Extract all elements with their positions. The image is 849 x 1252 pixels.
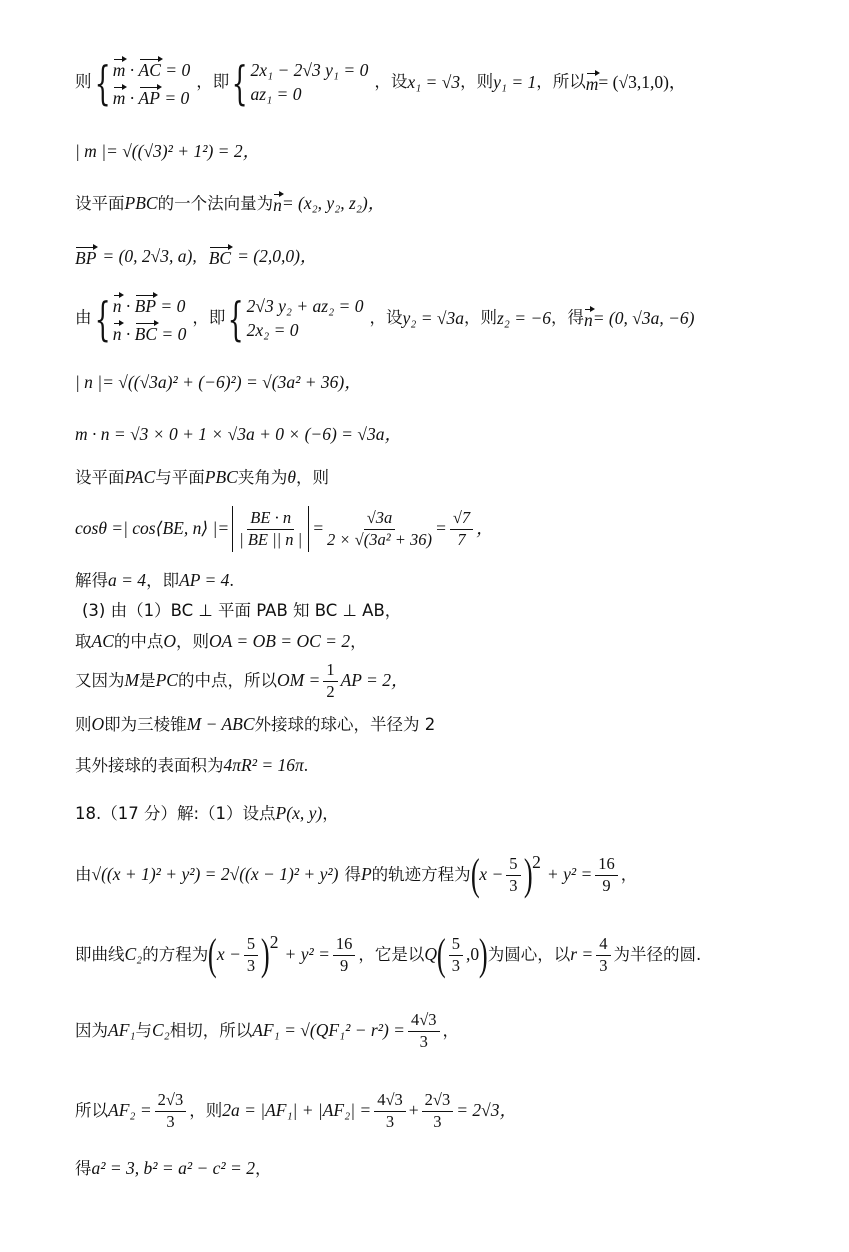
math: AP = 2， bbox=[340, 670, 409, 691]
math: M − ABC bbox=[186, 714, 255, 734]
denominator: 3 bbox=[433, 1111, 442, 1131]
abs-bar bbox=[232, 506, 233, 552]
math: AF₁ bbox=[108, 1020, 136, 1041]
numerator: 2√3 bbox=[422, 1092, 454, 1112]
vector-m: m bbox=[112, 87, 126, 108]
text: 又因为 bbox=[75, 670, 125, 690]
paren-left: ( bbox=[208, 930, 217, 979]
math: = (0, 2√3, a), bbox=[102, 246, 197, 266]
math: PAC bbox=[124, 467, 156, 487]
text: 所以 bbox=[75, 1100, 108, 1120]
denominator: 3 bbox=[385, 1111, 395, 1131]
text: 由 bbox=[75, 864, 92, 884]
equation-row: 2x₁ − 2√3 y₁ = 0 bbox=[250, 60, 369, 80]
math: y₁ = 1 bbox=[493, 71, 537, 92]
denominator: 2 × √(3a² + 36) bbox=[327, 529, 433, 549]
fraction bbox=[449, 936, 463, 974]
math: AC bbox=[91, 631, 114, 651]
left-brace: { bbox=[227, 291, 245, 346]
text: ，得 bbox=[551, 308, 584, 328]
math: P(x, y) bbox=[275, 803, 323, 823]
sphere-center bbox=[75, 716, 809, 734]
math: z₂ = −6 bbox=[496, 307, 551, 328]
dot-product: m · n = √3 × 0 + 1 × √3a + 0 × (−6) = √3a， bbox=[75, 424, 402, 444]
math: Q bbox=[424, 944, 438, 965]
math: P bbox=[360, 864, 372, 885]
fraction bbox=[595, 856, 618, 894]
numerator: 2√3 bbox=[155, 1092, 187, 1112]
math: PBC bbox=[124, 193, 158, 213]
math: x − bbox=[216, 944, 241, 965]
math: M bbox=[124, 670, 140, 691]
fraction bbox=[155, 1092, 187, 1130]
equation-row: 2√3 y₂ + az₂ = 0 bbox=[246, 296, 364, 316]
vector-ap: AP bbox=[138, 87, 160, 108]
numerator: √3a bbox=[364, 510, 396, 530]
math: + y² = bbox=[284, 944, 330, 965]
equation-system bbox=[113, 58, 190, 107]
text: 取 bbox=[75, 631, 92, 651]
text: ，即 bbox=[192, 308, 226, 328]
numerator: 16 bbox=[595, 856, 618, 876]
math: OM = bbox=[276, 670, 321, 691]
math: = (0, √3a, −6) bbox=[592, 307, 695, 328]
text: 设平面 bbox=[75, 467, 125, 487]
text: 的轨迹方程为 bbox=[371, 864, 471, 884]
numerator: 5 bbox=[244, 936, 258, 956]
midpoint-o bbox=[75, 633, 809, 651]
fraction bbox=[596, 936, 610, 974]
text: 18.（17 分）解:（1）设点 bbox=[75, 803, 276, 823]
numerator: √7 bbox=[450, 510, 473, 530]
text: ， bbox=[620, 864, 638, 884]
math: AF₂ = bbox=[108, 1100, 152, 1121]
equals: = bbox=[435, 518, 447, 539]
numerator: 5 bbox=[506, 856, 520, 876]
vector-m: m bbox=[112, 60, 126, 80]
fraction bbox=[327, 510, 432, 548]
text: ，则 bbox=[176, 631, 210, 651]
text: 得 bbox=[344, 864, 361, 884]
math: 4πR² = 16π bbox=[223, 755, 304, 775]
solve-a bbox=[75, 572, 809, 590]
math: PC bbox=[155, 670, 178, 691]
equation-row: n · BP = 0 bbox=[112, 296, 186, 316]
math: O bbox=[91, 714, 105, 734]
text: ，设 bbox=[374, 72, 408, 92]
paren-right: ) bbox=[523, 850, 533, 899]
text: 因为 bbox=[75, 1020, 108, 1040]
math: PBC bbox=[204, 467, 238, 487]
math: x − bbox=[479, 864, 504, 885]
denominator: | BE || n | bbox=[239, 529, 303, 549]
vector-bp: BP bbox=[134, 296, 157, 316]
left-brace: { bbox=[94, 291, 111, 346]
math: y₂ = √3a bbox=[402, 307, 464, 328]
equation-row: az₁ = 0 bbox=[250, 83, 302, 104]
denominator: 3 bbox=[451, 955, 460, 975]
text: ，则 bbox=[295, 467, 329, 487]
magnitude-m: | m |= √((√3)² + 1²) = 2， bbox=[75, 141, 261, 161]
punct: ， bbox=[476, 518, 494, 539]
text: ，则 bbox=[460, 72, 494, 92]
denominator: 3 bbox=[509, 875, 518, 895]
equals: = bbox=[312, 518, 325, 539]
math: 2a = |AF₁| + |AF₂| = bbox=[222, 1100, 372, 1121]
text: 其外接球的表面积为 bbox=[75, 755, 224, 775]
denominator: 3 bbox=[599, 955, 608, 975]
vector-n: n bbox=[112, 323, 122, 344]
equation-row: 2x₂ = 0 bbox=[246, 319, 299, 340]
abs-bar bbox=[308, 506, 309, 552]
magnitude-n: | n |= √((√3a)² + (−6)²) = √(3a² + 36)， bbox=[75, 372, 362, 392]
text: 的中点 bbox=[113, 631, 164, 651]
text: ，即 bbox=[196, 72, 230, 92]
a2-b2 bbox=[75, 1160, 809, 1178]
fraction bbox=[408, 1012, 440, 1050]
text: ，则 bbox=[463, 308, 497, 328]
equation-row: m · AP = 0 bbox=[112, 87, 190, 108]
om-length bbox=[75, 660, 809, 702]
fraction bbox=[239, 510, 302, 548]
problem-18-header bbox=[75, 805, 809, 823]
text: 设平面 bbox=[75, 193, 125, 213]
equation-system bbox=[251, 62, 369, 103]
math: O bbox=[163, 631, 177, 651]
paren-right: ) bbox=[479, 930, 488, 979]
vector-ac: AC bbox=[138, 60, 161, 80]
text: 即曲线 bbox=[75, 944, 125, 964]
text: 则 bbox=[75, 72, 92, 92]
math: x₁ = √3 bbox=[407, 71, 461, 92]
denominator: 3 bbox=[166, 1111, 175, 1131]
vectors-bp-bc bbox=[75, 246, 809, 268]
denominator: 9 bbox=[602, 875, 611, 895]
vector-m: m bbox=[585, 73, 599, 94]
text: 即为三棱锥 bbox=[104, 714, 187, 734]
vector-n: n bbox=[273, 195, 282, 215]
numerator: 4 bbox=[596, 936, 610, 956]
text: ，所以 bbox=[536, 72, 586, 92]
fraction bbox=[506, 856, 520, 894]
numerator: 5 bbox=[449, 936, 463, 956]
equation-system bbox=[247, 298, 364, 339]
af2-and-2a bbox=[75, 1088, 809, 1134]
math: ,0 bbox=[465, 944, 480, 965]
math: θ bbox=[287, 467, 296, 487]
text: 与 bbox=[135, 1020, 152, 1040]
text: 为半径的圆. bbox=[613, 944, 702, 964]
text: ， bbox=[442, 1020, 460, 1040]
text: 与平面 bbox=[155, 467, 205, 487]
math: C₂ bbox=[124, 944, 143, 965]
vector-n: n bbox=[112, 296, 122, 316]
numerator: 4√3 bbox=[408, 1012, 440, 1032]
text: 为圆心，以 bbox=[487, 944, 571, 964]
text: ，它是以 bbox=[358, 944, 425, 964]
math: = 2√3， bbox=[456, 1100, 517, 1121]
vector-bc: BC bbox=[208, 248, 232, 268]
fraction bbox=[244, 936, 258, 974]
paren-right: ) bbox=[261, 930, 270, 979]
text: 夹角为 bbox=[237, 467, 288, 487]
left-brace: { bbox=[231, 55, 248, 110]
numerator: 1 bbox=[323, 662, 337, 682]
equals-zero: = 0 bbox=[165, 60, 191, 80]
fraction bbox=[374, 1092, 406, 1130]
text: 的一个法向量为 bbox=[157, 193, 274, 213]
math: = (x₂, y₂, z₂)， bbox=[281, 193, 386, 213]
punct: . bbox=[229, 570, 234, 590]
math: √((x + 1)² + y²) = 2√((x − 1)² + y²) bbox=[91, 864, 339, 885]
denominator: 3 bbox=[246, 955, 256, 975]
math: + bbox=[408, 1100, 419, 1121]
vector-bp: BP bbox=[75, 248, 97, 268]
text: 则 bbox=[75, 714, 92, 734]
numerator: BE · n bbox=[247, 510, 294, 530]
text: 解得 bbox=[75, 570, 108, 590]
text: ，则 bbox=[189, 1100, 223, 1120]
equation-system bbox=[113, 294, 187, 343]
paren-left: ( bbox=[470, 850, 480, 899]
vector-bc: BC bbox=[134, 323, 158, 344]
math: a² = 3, b² = a² − c² = 2 bbox=[91, 1158, 255, 1178]
part-3-start: (3) 由（1）BC ⊥ 平面 PAB 知 BC ⊥ AB， bbox=[82, 601, 402, 620]
text: ，设 bbox=[369, 308, 403, 328]
line-normal-n-system bbox=[75, 291, 809, 346]
math: AP = 4 bbox=[179, 570, 230, 590]
text: ，即 bbox=[146, 570, 180, 590]
math: + y² = bbox=[546, 864, 593, 885]
denominator: 3 bbox=[419, 1031, 428, 1051]
fraction bbox=[422, 1092, 454, 1130]
math: a = 4 bbox=[108, 570, 147, 590]
paren-left: ( bbox=[436, 930, 446, 979]
cosine-formula bbox=[75, 499, 809, 559]
vector-n: n bbox=[584, 309, 593, 330]
surface-area bbox=[75, 757, 809, 775]
math: cosθ =| cos⟨BE, n⟩ |= bbox=[75, 518, 230, 539]
math: OA = OB = OC = 2 bbox=[209, 631, 351, 651]
math: AF₁ = √(QF₁² − r²) = bbox=[252, 1020, 405, 1041]
normal-vector-n-def bbox=[75, 193, 809, 215]
text: 得 bbox=[75, 1158, 92, 1178]
fraction bbox=[323, 662, 337, 700]
text: 由 bbox=[75, 308, 92, 328]
curve-c2: 即曲线 C₂ 的方程为 ( x − $\frac{5}{3}$ ) 2 + y² = $\frac{16}{9}$ ，它是以 Q ( $\frac{5}{3}$ ,0 ) 为圆心，以 r = $\frac{4}{3}$ 为半径的圆. bbox=[75, 930, 702, 979]
denominator: 2 bbox=[326, 681, 335, 701]
text: 相切，所以 bbox=[169, 1020, 253, 1040]
math: = (√3,1,0)， bbox=[598, 71, 687, 92]
punct: . bbox=[303, 755, 309, 775]
equals-zero: = 0 bbox=[164, 87, 190, 108]
locus-equation: 由 √((x + 1)² + y²) = 2√((x − 1)² + y²) 得 P 的轨迹方程为 ( x − $\frac{5}{3}$ ) 2 + y² = $\frac{16}{9}$ ， bbox=[75, 850, 638, 899]
left-brace: { bbox=[94, 55, 111, 110]
numerator: 4√3 bbox=[374, 1092, 406, 1112]
denominator: 9 bbox=[340, 955, 349, 975]
text: ， bbox=[350, 631, 367, 651]
tangent-af1 bbox=[75, 1008, 809, 1054]
text: ， bbox=[322, 803, 339, 823]
text: 外接球的球心，半径为 2 bbox=[254, 714, 436, 734]
math: r = bbox=[570, 944, 594, 965]
fraction bbox=[450, 510, 473, 548]
denominator: 7 bbox=[457, 529, 466, 549]
text: 的中点，所以 bbox=[177, 670, 277, 690]
angle-def bbox=[75, 469, 809, 487]
fraction bbox=[333, 936, 356, 974]
equation-row: m · AC = 0 bbox=[112, 60, 191, 80]
equation-row: n · BC = 0 bbox=[112, 323, 187, 344]
numerator: 16 bbox=[333, 936, 356, 956]
math: = (2,0,0)， bbox=[237, 246, 318, 266]
text: 的方程为 bbox=[142, 944, 209, 964]
text: ， bbox=[255, 1158, 272, 1178]
math: C₂ bbox=[151, 1020, 170, 1041]
line-normal-m-system bbox=[75, 55, 809, 110]
text: 是 bbox=[139, 670, 156, 690]
